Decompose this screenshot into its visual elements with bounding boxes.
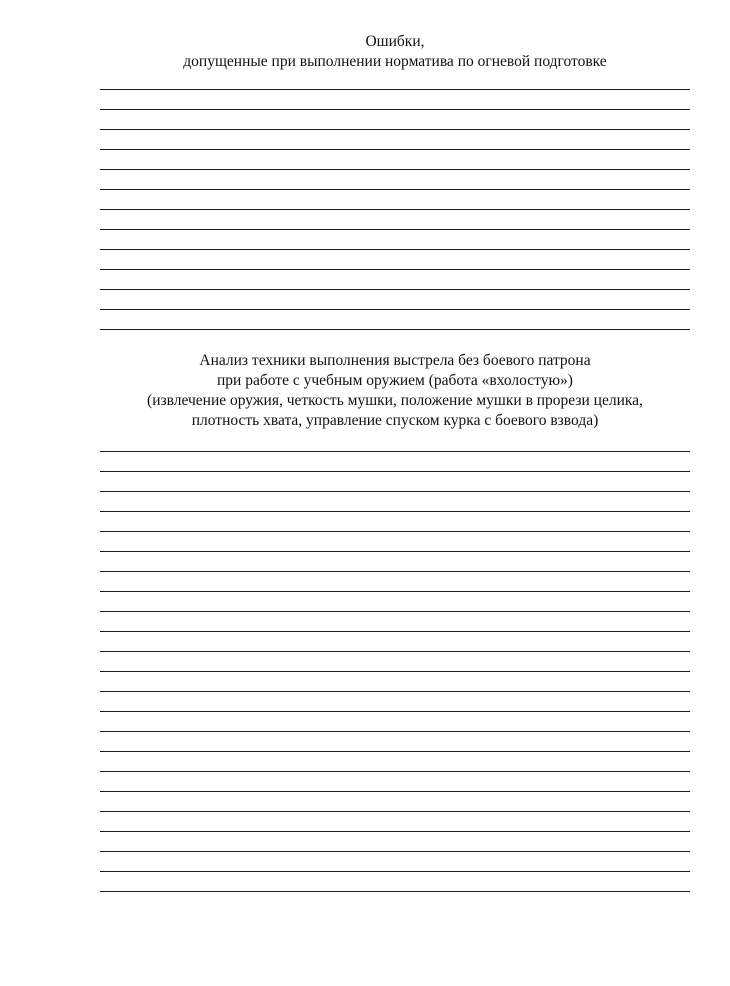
writing-line bbox=[100, 791, 690, 792]
writing-line bbox=[100, 571, 690, 572]
writing-line bbox=[100, 329, 690, 330]
section-1-heading bbox=[100, 32, 690, 72]
writing-line bbox=[100, 451, 690, 452]
section-2-heading bbox=[100, 351, 690, 431]
section-2-title-line: при работе с учебным оружием (работа «вхолостую») bbox=[217, 372, 573, 389]
writing-line bbox=[100, 531, 690, 532]
writing-line bbox=[100, 671, 690, 672]
writing-line bbox=[100, 471, 690, 472]
writing-line bbox=[100, 209, 690, 210]
writing-line bbox=[100, 831, 690, 832]
writing-line bbox=[100, 691, 690, 692]
writing-line bbox=[100, 751, 690, 752]
section-2-title-line: (извлечение оружия, четкость мушки, положение мушки в прорези целика, bbox=[147, 392, 643, 409]
section-1-title-line: допущенные при выполнении норматива по огневой подготовке bbox=[183, 53, 607, 70]
writing-line bbox=[100, 149, 690, 150]
writing-line bbox=[100, 651, 690, 652]
writing-line bbox=[100, 851, 690, 852]
writing-line bbox=[100, 711, 690, 712]
writing-line bbox=[100, 871, 690, 872]
writing-line bbox=[100, 731, 690, 732]
writing-line bbox=[100, 771, 690, 772]
writing-line bbox=[100, 551, 690, 552]
writing-line bbox=[100, 511, 690, 512]
writing-line bbox=[100, 289, 690, 290]
writing-line bbox=[100, 249, 690, 250]
writing-line bbox=[100, 309, 690, 310]
writing-line bbox=[100, 269, 690, 270]
writing-line bbox=[100, 591, 690, 592]
writing-line bbox=[100, 189, 690, 190]
writing-line bbox=[100, 631, 690, 632]
writing-line bbox=[100, 491, 690, 492]
writing-line bbox=[100, 129, 690, 130]
writing-line bbox=[100, 229, 690, 230]
writing-line bbox=[100, 891, 690, 892]
writing-line bbox=[100, 169, 690, 170]
writing-line bbox=[100, 811, 690, 812]
section-2-title-line: Анализ техники выполнения выстрела без боевого патрона bbox=[199, 352, 591, 369]
writing-line bbox=[100, 109, 690, 110]
section-1-title-line: Ошибки, bbox=[365, 33, 425, 50]
writing-line bbox=[100, 89, 690, 90]
section-2-title-line: плотность хвата, управление спуском курка с боевого взвода) bbox=[191, 412, 599, 429]
writing-line bbox=[100, 611, 690, 612]
